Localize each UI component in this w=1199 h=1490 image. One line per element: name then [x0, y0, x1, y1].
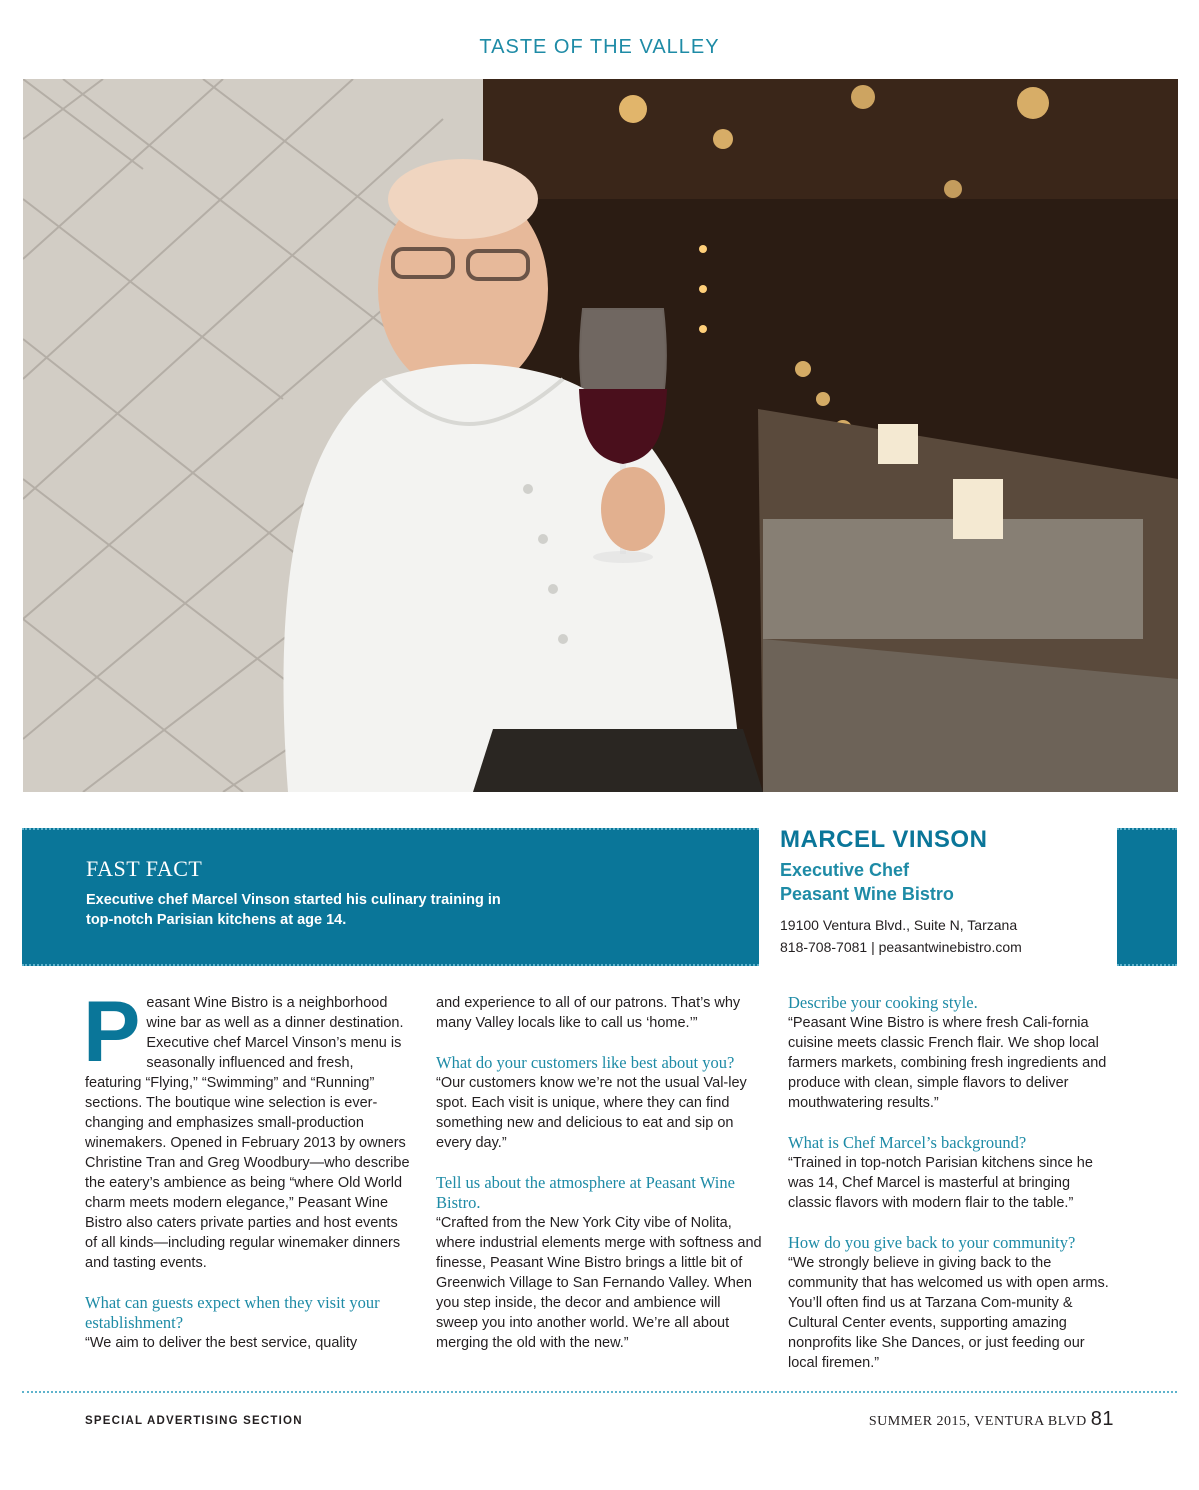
profile-contact: 818-708-7081 | peasantwinebistro.com [780, 939, 1022, 955]
footer-issue-label: SUMMER 2015, VENTURA BLVD [868, 1414, 1087, 1429]
footer-section-label: SPECIAL ADVERTISING SECTION [85, 1415, 303, 1427]
answer-customers-like: “Our customers know we’re not the usual Val-ley spot. Each visit is unique, where they can find something new and delicious to eat and sip on every day.” [436, 1075, 747, 1151]
question-background: What is Chef Marcel’s background? [788, 1133, 1027, 1152]
article-column-1 [83, 984, 413, 1353]
footer-issue [869, 1408, 1114, 1431]
article-column-3 [788, 993, 1116, 1373]
article-column-2 [436, 993, 764, 1353]
section-heading: TASTE OF THE VALLEY [479, 36, 720, 58]
profile-business: Peasant Wine Bistro [780, 884, 954, 904]
footer-rule [22, 1391, 1177, 1393]
question-give-back: How do you give back to your community? [788, 1233, 1076, 1252]
question-customers-like: What do your customers like best about you? [436, 1053, 735, 1072]
profile-address: 19100 Ventura Blvd., Suite N, Tarzana [780, 917, 1018, 933]
profile-block [780, 826, 1110, 958]
question-atmosphere: Tell us about the atmosphere at Peasant Wine Bistro. [436, 1173, 735, 1212]
answer-guests-expect-part1: “We aim to deliver the best service, quality [85, 1335, 358, 1351]
fast-fact-title: FAST FACT [86, 856, 203, 881]
answer-atmosphere: “Crafted from the New York City vibe of Nolita, where industrial elements merge with softness and finesse, Peasant Wine Bistro brings a little bit of Greenwich Village to San Fernando Valley. When you step inside, the decor and ambience will sweep you into another world. We’re all about merging the old with the new.” [436, 1215, 762, 1351]
answer-guests-expect-part2: and experience to all of our patrons. That’s why many Valley locals like to call us ‘home.’” [436, 995, 741, 1031]
fast-fact-box [22, 828, 759, 966]
chef-photo [23, 79, 1178, 792]
question-guests-expect: What can guests expect when they visit your establishment? [85, 1293, 380, 1332]
page-number: 81 [1090, 1408, 1114, 1430]
chef-photo-illustration [23, 79, 1178, 792]
drop-cap: P [83, 984, 141, 1080]
answer-cooking-style: “Peasant Wine Bistro is where fresh Cali-fornia cuisine meets classic French flair. We shop local farmers markets, combining fresh ingredients and produce with clean, simple flavors to deliver mouthwatering results.” [788, 1015, 1107, 1111]
answer-background: “Trained in top-notch Parisian kitchens since he was 14, Chef Marcel is masterful at bringing classic flavors with modern flair to the table.” [788, 1155, 1093, 1211]
fast-fact-text: Executive chef Marcel Vinson started his culinary training in top-notch Parisian kitchens at age 14. [86, 892, 501, 928]
profile-name: MARCEL VINSON [780, 826, 988, 853]
question-cooking-style: Describe your cooking style. [788, 993, 978, 1012]
answer-give-back: “We strongly believe in giving back to the community that has welcomed us with open arms. You’ll often find us at Tarzana Com-munity & Cultural Center events, supporting amazing nonprofits like She Dances, or just feeding our local firemen.” [788, 1255, 1109, 1371]
intro-text: easant Wine Bistro is a neighborhood wine bar as well as a dinner destination. Executive chef Marcel Vinson’s menu is seasonally influenced and fresh, featuring “Flying,” “Swimming” and “Running” sections. The boutique wine selection is ever-changing and emphasizes small-production winemakers. Opened in February 2013 by owners Christine Tran and Greg Woodbury—who describe the eatery’s ambience as being “where Old World charm meets modern elegance,” Peasant Wine Bistro also caters private parties and host events of all kinds—including regular winemaker dinners and tasting events. [85, 995, 410, 1271]
profile-title: Executive Chef [780, 860, 910, 880]
decorative-block [1117, 828, 1177, 966]
article-intro [83, 984, 413, 1273]
